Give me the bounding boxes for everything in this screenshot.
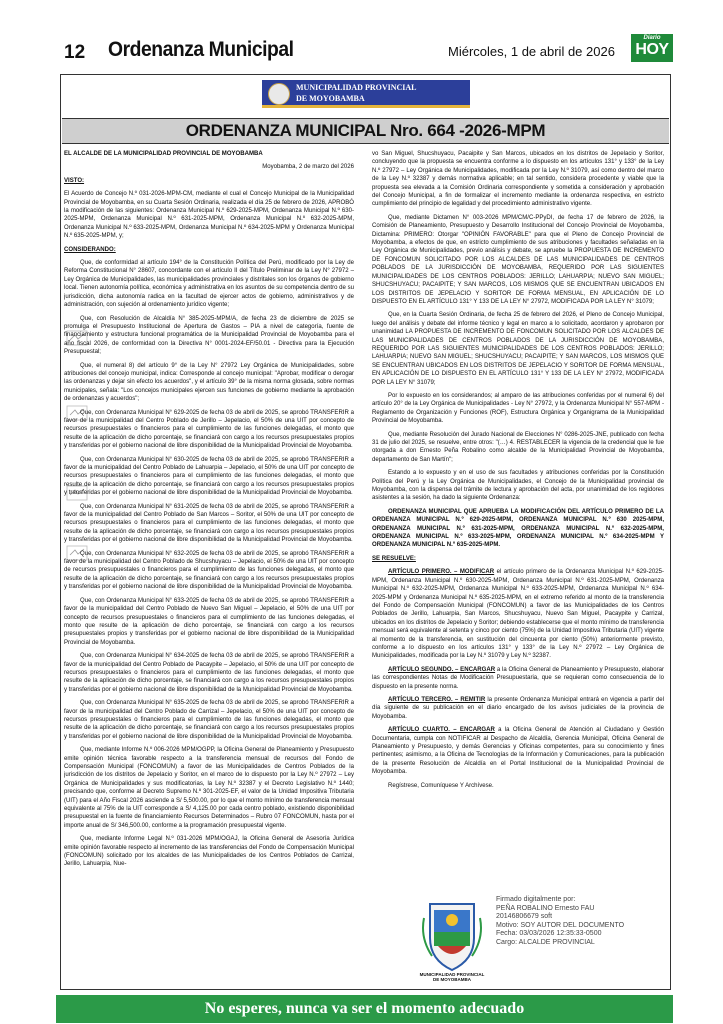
paragraph: Que, con Ordenanza Municipal N° 629-2025 de fecha 03 de abril de 2025, se aprobó TRANSFERIR a favor de la municipalidad del Centro Poblado de Jerillo – Jepelacio, el 50% de una UIT por concepto de recursos presupuestales o financieros para el cumplimiento de las funciones delegadas, el monto que resulte de la aplicación de dicho porcentaje, se financiará con cargo a los recursos presupuestales propios y transferidas por el gobierno nacional de libre disponibilidad de la Municipalidad Provincial de Moyobamba. [64, 409, 354, 450]
newspaper-logo [631, 34, 673, 62]
signature-line: Motivo: SOY AUTOR DEL DOCUMENTO [496, 921, 625, 929]
paragraph: Que, mediante Informe Legal N.º 031-2026 MPM/OGAJ, la Oficina General de Asesoría Jurídica emite opinión favorable respecto al incremento de las transferencias del Fondo de Compensación Municipal (FONCOMUN) solicitado por los alcaldes de las Municipalidades de los Centros Poblados de Carrizal, Jerillo, Lahuarpia, Nue- [64, 836, 354, 868]
logo-top-text: Diario [643, 35, 661, 41]
resuelve-heading: SE RESUELVE: [372, 555, 416, 562]
municipal-seal-icon [268, 83, 290, 105]
seal-caption-line: MUNICIPALIDAD PROVINCIAL [419, 972, 485, 977]
paragraph: Que, con Ordenanza Municipal N° 634-2025 de fecha 03 de abril de 2025, se aprobó TRANSFERIR a favor de la municipalidad del Centro Poblado de Pacaypite – Jepelacio, el 50% de una UIT por concepto de recursos presupuestales o financieros para el cumplimiento de las funciones delegadas, el monto que resulte de la aplicación de dicho porcentaje, se financiará con cargo a los recursos presupuestales propios y transferidas por el gobierno nacional de libre disponibilidad de la Municipalidad Provincial de Moyobamba. [64, 653, 354, 693]
page-header [0, 0, 723, 72]
article-label: ARTÍCULO PRIMERO. – MODIFICAR [388, 569, 495, 576]
closing-line: Regístrese, Comuníquese Y Archívese. [388, 782, 494, 789]
page-number: 12 [64, 42, 86, 63]
logo-main-text: HOY [635, 41, 669, 58]
paragraph: Que, mediante Informe N.º 006-2026 MPM/OGPP, la Oficina General de Planeamiento y Presupuesto emite opinión técnica favorable respecto a la transferencia mensual de recursos del Fondo de Compensación Municipal (FONCOMUN) a favor de las Municipalidades de Centros Poblados de la jurisdicción de los distritos de Jepelacio y Soritor, en el marco de lo dispuesto por la Ley N.º 27972 – Ley Orgánica de Municipalidades y sus modificatorias, la Ley N.º 32387 y el Decreto Legislativo N.º 1440; precisando que, conforme al Decreto Supremo N.º 301-2025-EF, el valor de la Unidad Impositiva Tributaria (UIT) para el Año Fiscal 2026 asciende a S/ 5,500.00, por lo que el monto mínimo de transferencia mensual equivalente al 75% de la UIT corresponde a S/ 4,125.00 por cada centro poblado, existiendo disponibilidad presupuestal en la fuente de financiamiento Recursos Determinados – Rubro 07 FONCOMUN, hasta por el importe anual de S/ 346,500.00, conforme a la programación presupuestal vigente. [64, 747, 354, 829]
article-second [372, 666, 664, 691]
paragraph: El Acuerdo de Concejo N.º 031-2026-MPM-CM, mediante el cual el Concejo Municipal de la Municipalidad Provincial de Moyobamba, en su Cuarta Sesión Ordinaria, realizada el día 25 de febrero de 2026, APROBÓ la modificación de las siguientes: Ordenanza Municipal N.º 629-2025-MPM, Ordenanza Municipal N.º 630-2025-MPM, Ordenanza Municipal N.º 631-2025-MPM, Ordenanza Municipal N.º 632-2025-MPM, Ordenanza Municipal N.º 633-2025-MPM, Ordenanza Municipal N.º 634-2025-MPM y Ordenanza Municipal N.º 635-2025-MPM, y; [64, 191, 354, 240]
municipality-banner [262, 80, 470, 108]
ordinance-title-bar [62, 118, 669, 144]
signature-line: PEÑA ROBALINO Ernesto FAU [496, 904, 595, 912]
paragraph: Que, con Ordenanza Municipal N° 632-2025 de fecha 03 de abril de 2025, se aprobó TRANSFERIR a favor de la municipalidad del Centro Poblado de Shucshuyacu – Jepelacio, el 50% de una UIT por concepto de recursos presupuestales o financieros para el cumplimiento de las funciones delegadas, el monto que resulte de la aplicación de dicho porcentaje, se financiará con cargo a los recursos presupuestales propios y transferidas por el gobierno nacional de libre disponibilidad de la Municipalidad Provincial de Moyobamba. [64, 550, 354, 591]
article-first [372, 568, 664, 660]
paragraph: Que, mediante Dictamen N° 003-2026 MPM/CM/C-PPyDI, de fecha 17 de febrero de 2026, la Comisión de Planeamiento, Presupuesto y Desarrollo Institucional del Concejo Provincial de Moyobamba, Dictamina: PRIMERO: Otorgar "OPINIÓN FAVORABLE" para que el Pleno de Concejo Provincial de Moyobamba, a efectos de que, en estricto cumplimiento de sus atribuciones y facultades señaladas en la Ley Orgánica de Municipalidades, previo análisis y debate, se apruebe la PROPUESTA DE INCREMENTO DE FONCOMUN SOLICITADO POR LOS ALCALDES DE LAS MUNICIPALIDADES DE CENTROS POBLADOS DE LA JURISDICCIÓN DE MOYOBAMBA, REQUERIDO POR LAS SIGUIENTES MUNICIPALIDADES DE LOS CENTROS POBLADOS: JERILLO; LAHUARPIA; NUEVO SAN MIGUEL; SHUCSHUYACU; PACAIPITE; Y SAN MARCOS, LOS MISMOS QUE SE ENCUENTRAN UBICADOS EN LOS DISTRITOS DE JEPELACIO Y SORITOR DE FORMA MENSUAL, EN APLICACIÓN DE LO DISPUESTO EN EL ARTÍCULO 131° Y 133 DE LA LEY N° 27972, MODIFICADA POR LA LEY N° 31079; [372, 214, 664, 305]
paragraph: Que, de conformidad al artículo 194° de la Constitución Política del Perú, modificado por la Ley de Reforma Constitucional N° 28607, concordante con el artículo II del Título Preliminar de la Ley N° 27972 – Ley Orgánica de Municipalidades, las municipalidades provinciales y distritales son los órganos de gobierno local. Tienen autonomía política, económica y administrativa en los asuntos de su competencia dentro de su jurisdicción, dicha autonomía radica en la facultad de ejercer actos de gobierno, administrativos y de administración, con sujeción al ordenamiento jurídico vigente; [64, 260, 354, 309]
paragraph: Que, en la Cuarta Sesión Ordinaria, de fecha 25 de febrero del 2026, el Pleno de Concejo Municipal, luego del análisis y debate del informe técnico y legal en marco a lo solicitado, acordaron y aprobaron por unanimidad LA PROPUESTA DE INCREMENTO DE FONCOMUN SOLICITADO POR LOS ALCALDES DE LAS MUNICIPALIDADES DE CENTROS POBLADOS DE LA JURISDICCIÓN DE MOYOBAMBA, REQUERIDO POR LAS SIGUIENTES MUNICIPALIDADES DE LOS CENTROS POBLADOS: JERILLO; LAHUARPIA; NUEVO SAN MIGUEL; SHUCSHUYACU; PACAIPITE; Y SAN MARCOS, LOS MISMOS QUE SE ENCUENTRAN UBICADOS EN LOS DISTRITOS DE JEPELACIO Y SORITOR DE FORMA MENSUAL, EN APLICACIÓN DE LO DISPUESTO EN EL ARTÍCULO 131° Y 133 DE LA LEY N° 27972, MODIFICADA POR LA LEY N° 31079; [372, 312, 664, 386]
article-third [372, 696, 664, 721]
article-fourth [372, 726, 664, 776]
article-text: el artículo primero de la Ordenanza Municipal N.º 629-2025-MPM, Ordenanza Municipal N.º 630-2025-MPM, Ordenanza Municipal N.º 631-2025-MPM, Ordenanza Municipal N.º 632-2025-MPM, Ordenanza Municipal N.º 633-2025-MPM, Ordenanza Municipal N.º 634-2025-MPM y Ordenanza Municipal N.º 635-2025-MPM, en el extremo referido al monto de la transferencia del Fondo de Compensación Municipal (FONCOMUN) a favor de las Municipalidades de los Centros Poblados de Jerillo, Lahuarpia, San Marcos, Shucshuyacu, Nuevo San Miguel, Pacaypite y Carrizal, ubicados en los distritos de Jepelacio y Soritor; debiendo establecerse que el monto mínimo de transferencia mensual será equivalente al setenta y cinco por ciento (75%) de la Unidad Impositiva Tributaria (UIT) vigente al momento de la transferencia, en sustitución del cincuenta por ciento (50%) anteriormente previsto, conforme a lo dispuesto en los artículos 131° y 133° de la Ley N.º 27972 – Ley Orgánica de Municipalidades, modificada por la Ley N.º 31079 y Ley N.º 32387. [372, 569, 664, 660]
banner-line-2: DE MOYOBAMBA [296, 94, 365, 103]
paragraph: Que, con Ordenanza Municipal N° 635-2025 de fecha 03 de abril de 2025, se aprobó TRANSFERIR a favor de la municipalidad del Centro Poblado de Carrizal – Jepelacio, el 50% de una UIT por concepto de recursos presupuestales o financieros para el cumplimiento de las funciones delegadas, el monto que resulte de la aplicación de dicho porcentaje, se financiará con cargo a los recursos presupuestales propios y transferidas por el gobierno nacional de libre disponibilidad de la Municipalidad Provincial de Moyobamba. [64, 700, 354, 740]
left-column [64, 150, 354, 870]
right-column [372, 150, 664, 850]
paragraph: Que, con Ordenanza Municipal N° 631-2025 de fecha 03 de abril de 2025, se aprobó TRANSFERIR a favor de la municipalidad del Centro Poblado de San Marcos – Soritor, el 50% de una UIT por concepto de recursos presupuestales o financieros para el cumplimiento de las funciones delegadas, el monto que resulte de la aplicación de dicho porcentaje, se financiará con cargo a los recursos presupuestales propios y transferidas por el gobierno nacional de libre disponibilidad de la Municipalidad Provincial de Moyobamba. [64, 503, 354, 544]
publication-date: Miércoles, 1 de abril de 2026 [448, 44, 615, 59]
signature-line: Firmado digitalmente por: [496, 896, 576, 903]
article-label: ARTÍCULO CUARTO. – ENCARGAR [388, 727, 495, 734]
paragraph: Que, mediante Resolución del Jurado Nacional de Elecciones N° 0286-2025-JNE, publicado con fecha 31 de julio del 2025, se resuelve, entre otros: "(…) 4. RESTABLECER la vigencia de la credencial que le fue otorgada a don Ernesto Peña Robalino como alcalde de la Municipalidad Provincial de Moyobamba, departamento de San Martín"; [372, 431, 664, 463]
signature-line: Cargo: ALCALDE PROVINCIAL [496, 938, 595, 946]
banner-line-1: MUNICIPALIDAD PROVINCIAL [296, 83, 417, 92]
signature-line: Fecha: 03/03/2026 12:35:33-0500 [496, 930, 602, 938]
paragraph: vo San Miguel, Shucshuyacu, Pacaipite y San Marcos, ubicados en los distritos de Jepelacio y Soritor, concluyendo que la propuesta se encuentra conforme a lo dispuesto en los artículos 131° y 133° de la Ley N.º 27972 – Ley Orgánica de Municipalidades, modificada por la Ley N.º 31079, así como dentro del marco de la Ley N.º 32387 y demás normativa aplicable; en tal sentido, considera procedente y viable que la propuesta sea elevada a la Comisión Ordinaria correspondiente y sometida a consideración y aprobación del Concejo Municipal, a fin de formalizar el incremento mediante la ordenanza respectiva, en estricto cumplimiento del principio de legalidad y del procedimiento administrativo vigente. [372, 151, 664, 208]
considerando-heading: CONSIDERANDO: [64, 246, 116, 253]
section-title: Ordenanza Municipal [108, 38, 294, 61]
addressee: EL ALCALDE DE LA MUNICIPALIDAD PROVINCIAL DE MOYOBAMBA [64, 151, 263, 157]
signature-text [496, 896, 666, 948]
ordinance-heading: ORDENANZA MUNICIPAL QUE APRUEBA LA MODIFICACIÓN DEL ARTÍCULO PRIMERO DE LA ORDENANZA MUNICIPAL N.º 629-2025-MPM, ORDENANZA MUNICIPAL N.º 630 2025-MPM, ORDENANZA MUNICIPAL N.º 631-2025-MPM, ORDENANZA MUNICIPAL N.º 632-2025-MPM, ORDENANZA MUNICIPAL N.º 633-2025-MPM, ORDENANZA MUNICIPAL N.º 634-2025-MPM Y ORDENANZA MUNICIPAL N.º 635-2025-MPM. [372, 508, 664, 549]
municipal-seal-icon [420, 898, 484, 974]
banner-stripe [262, 105, 470, 108]
article-label: ARTÍCULO TERCERO. – REMITIR [388, 696, 486, 703]
seal-caption [412, 972, 492, 982]
signature-line: 20146806679 soft [496, 913, 553, 921]
seal-caption-line: DE MOYOBAMBA [433, 977, 471, 982]
article-text: la presente Ordenanza Municipal entrará en vigencia a partir del día siguiente de su publicación en el diario encargado de los avisos judiciales de la provincia de Moyobamba. [372, 696, 664, 720]
paragraph: Que, el numeral 8) del artículo 9° de la Ley N° 27972 Ley Orgánica de Municipalidades, sobre atribuciones del concejo municipal, indica: Corresponde al concejo municipal: "Aprobar, modificar o derogar las ordenanzas y dejar sin efecto los acuerdos", y el artículo 39° de la misma norma glosada, sobre normas municipales, señala: "Los concejos municipales ejercen sus funciones de gobierno mediante la aprobación de ordenanzas y acuerdos"; [64, 362, 354, 403]
ordinance-title: ORDENANZA MUNICIPAL Nro. 664 -2026-MPM [185, 121, 546, 140]
article-text: a la Oficina General de Planeamiento y Presupuesto, elaborar las correspondientes Notas de Modificación Presupuestaria, que se requieran como consecuencia de lo dispuesto en la presente norma. [372, 666, 664, 690]
digital-signature-block [420, 892, 660, 982]
place-date: Moyobamba, 2 de marzo del 2026 [262, 164, 354, 171]
paragraph: Que, con Ordenanza Municipal N° 630-2025 de fecha 03 de abril de 2025, se aprobó TRANSFERIR a favor de la municipalidad del Centro Poblado de Lahuarpia – Jepelacio, el 50% de una UIT por concepto de recursos presupuestales o financieros para el cumplimiento de las funciones delegadas, el monto que resulte de la aplicación de dicho porcentaje, se financiará con cargo a los recursos presupuestales propios y transferidas por el gobierno nacional de libre disponibilidad de la Municipalidad Provincial de Moyobamba. [64, 456, 354, 497]
paragraph: Que, con Ordenanza Municipal N° 633-2025 de fecha 03 de abril de 2025, se aprobó TRANSFERIR a favor de la municipalidad del Centro Poblado de Nuevo San Miguel – Jepelacio, el 50% de una UIT por concepto de recursos presupuestales o financieros para el cumplimiento de las funciones delegadas, el monto que resulte de la aplicación de dicho porcentaje, se financiará con cargo a los recursos presupuestales propios y transferidas por el gobierno nacional de libre disponibilidad de la Municipalidad Provincial de Moyobamba. [64, 597, 354, 646]
paragraph: Por lo expuesto en los considerandos; al amparo de las atribuciones conferidas por el numeral 6) del artículo 20° de la Ley Orgánica de Municipalidades - Ley N° 27972, y la Ordenanza Municipal N° 557-MPM - Reglamento de Organización y Funciones (ROF), Estructura Orgánica y Organigrama de la Municipalidad Provincial de Moyobamba. [372, 392, 664, 425]
visto-heading: VISTO: [64, 177, 85, 184]
article-text: a la Oficina General de Atención al Ciudadano y Gestión Documentaria, cumpla con NOTIFICAR al Despacho de Alcaldía, Gerencia Municipal, Oficina General de Planeamiento y Presupuesto, y demás Gerencias y Oficinas competentes, para su conocimiento y fines pertinentes; asimismo, a la Oficina de Tecnologías de la Información y Comunicaciones, para la publicación de la presente Resolución de Alcaldía en el Portal Institucional de la Municipalidad Provincial de Moyobamba. [372, 727, 664, 776]
article-label: ARTÍCULO SEGUNDO. – ENCARGAR [388, 666, 496, 673]
footer-banner [56, 995, 673, 1023]
paragraph: Que, con Resolución de Alcaldía N° 385-2025-MPM/A, de fecha 23 de diciembre de 2025 se promulga el Presupuesto Institucional de Apertura de Gastos – PIA a nivel de categoría, fuente de financiamiento y estructura funcional programática de la Municipalidad Provincial de Moyobamba para el año fiscal 2026, de conformidad con la Directiva N° 0001-2024-EF/50.01 - Directiva para la Ejecución Presupuestal; [64, 315, 354, 356]
footer-slogan: No esperes, nunca va ser el momento adecuado [204, 1000, 525, 1017]
paragraph: Estando a lo expuesto y en el uso de sus facultades y atribuciones conferidas por la Constitución Política del Perú y la Ley Orgánica de Municipalidades, el Concejo de la Municipalidad provincial de Moyobamba, con la dispensa del trámite de lectura y aprobación del acta, por unanimidad de los regidores asistentes a la sesión, ha dado la siguiente Ordenanza: [372, 470, 664, 502]
